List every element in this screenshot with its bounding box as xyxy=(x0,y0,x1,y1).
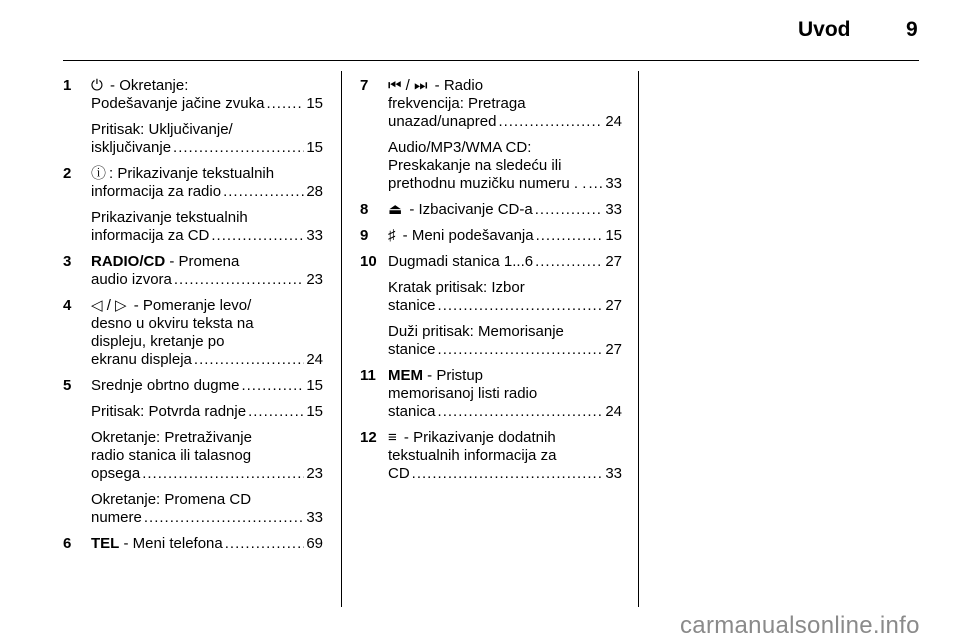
entry-line xyxy=(388,95,622,113)
entry-line xyxy=(388,157,622,175)
line-text xyxy=(91,297,251,314)
leader-dots xyxy=(536,227,604,245)
entry-line xyxy=(91,447,323,465)
entry-body xyxy=(91,165,323,245)
entry-body xyxy=(91,77,323,157)
index-entry xyxy=(63,253,323,289)
line-text xyxy=(388,341,436,359)
leader-dots xyxy=(223,183,304,201)
entry-paragraph xyxy=(91,535,323,553)
entry-line xyxy=(91,509,323,527)
entry-paragraph xyxy=(91,297,323,369)
entry-body xyxy=(388,77,622,193)
line-text xyxy=(388,279,525,296)
index-entry xyxy=(63,77,323,157)
entry-body xyxy=(91,253,323,289)
entry-text: - Pomeranje levo/ xyxy=(129,297,252,314)
middle-column xyxy=(360,77,622,491)
entry-text: - Pristup xyxy=(423,367,484,384)
page-reference: 24 xyxy=(605,113,622,130)
entry-paragraph xyxy=(388,323,622,359)
entry-text: Pritisak: Uključivanje/ xyxy=(91,121,233,138)
leader-dots xyxy=(412,465,604,483)
entry-line xyxy=(388,201,622,219)
entry-text: - Izbacivanje CD-a xyxy=(405,201,533,218)
seek-back-forward-icon: ⏮ / ⏭ xyxy=(388,77,428,94)
line-text xyxy=(91,121,233,138)
entry-text: numere xyxy=(91,509,142,526)
index-entry xyxy=(360,227,622,245)
leader-dots xyxy=(248,403,304,421)
entry-text: displeju, kretanje po xyxy=(91,333,225,350)
entry-line xyxy=(388,323,622,341)
index-entry xyxy=(360,367,622,421)
line-text xyxy=(388,323,564,340)
entry-text: stanica xyxy=(388,403,436,420)
entry-body xyxy=(388,227,622,245)
entry-text: Prikazivanje tekstualnih xyxy=(91,209,248,226)
control-label: RADIO/CD xyxy=(91,253,166,270)
control-label: TEL xyxy=(91,535,120,552)
entry-body xyxy=(91,297,323,369)
entry-line xyxy=(91,429,323,447)
line-text xyxy=(388,95,526,112)
page-reference: 33 xyxy=(306,509,323,526)
entry-text: CD xyxy=(388,465,410,482)
column-divider-right xyxy=(638,71,639,607)
entry-text: informacija za CD xyxy=(91,227,210,244)
entry-paragraph xyxy=(388,279,622,315)
entry-number: 12 xyxy=(360,429,377,446)
entry-paragraph xyxy=(91,209,323,245)
entry-paragraph xyxy=(91,165,323,201)
left-right-arrows-icon: ◁ / ▷ xyxy=(91,297,127,314)
entry-paragraph xyxy=(91,491,323,527)
page-number: 9 xyxy=(906,18,918,41)
entry-line xyxy=(388,227,622,245)
entry-line xyxy=(388,297,622,315)
page-reference: 33 xyxy=(605,465,622,482)
page-reference: 23 xyxy=(306,465,323,482)
line-text xyxy=(91,315,254,332)
line-text xyxy=(388,157,561,174)
entry-text: - Promena xyxy=(165,253,240,270)
entry-paragraph xyxy=(388,429,622,483)
leader-dots xyxy=(241,377,304,395)
header-divider xyxy=(63,60,919,61)
entry-number: 10 xyxy=(360,253,377,270)
line-text xyxy=(91,139,171,157)
entry-line xyxy=(91,139,323,157)
page-reference: 27 xyxy=(605,253,622,270)
leader-dots xyxy=(142,465,304,483)
leader-dots xyxy=(535,201,604,219)
index-entry xyxy=(360,201,622,219)
line-text xyxy=(91,253,239,270)
left-column xyxy=(63,77,323,561)
entry-line xyxy=(388,175,622,193)
index-entry xyxy=(360,253,622,359)
entry-text: - Meni telefona xyxy=(119,535,223,552)
index-entry xyxy=(360,429,622,483)
page-reference: 15 xyxy=(306,95,323,112)
entry-line xyxy=(388,447,622,465)
entry-line xyxy=(91,121,323,139)
leader-dots xyxy=(174,271,304,289)
line-text xyxy=(388,113,496,131)
entry-body xyxy=(91,535,323,553)
entry-text: : Prikazivanje tekstualnih xyxy=(109,165,275,182)
leader-dots xyxy=(266,95,304,113)
entry-text: tekstualnih informacija za xyxy=(388,447,557,464)
line-text xyxy=(91,183,221,201)
entry-text: - Okretanje: xyxy=(105,77,189,94)
line-text xyxy=(91,209,248,226)
entry-paragraph xyxy=(388,201,622,219)
entry-line xyxy=(388,465,622,483)
line-text xyxy=(388,403,436,421)
column-divider-left xyxy=(341,71,342,607)
entry-line xyxy=(91,377,323,395)
power-icon: ⏻ xyxy=(91,77,103,94)
line-text xyxy=(388,77,483,94)
entry-text: Kratak pritisak: Izbor xyxy=(388,279,525,296)
entry-number: 4 xyxy=(63,297,72,314)
entry-line xyxy=(91,535,323,553)
entry-number: 3 xyxy=(63,253,72,270)
entry-text: desno u okviru teksta na xyxy=(91,315,254,332)
entry-text: Srednje obrtno dugme xyxy=(91,377,240,394)
entry-line xyxy=(91,253,323,271)
entry-number: 9 xyxy=(360,227,369,244)
entry-paragraph xyxy=(91,121,323,157)
info-icon: ⓘ xyxy=(91,165,107,182)
entry-line xyxy=(388,367,622,385)
line-text xyxy=(91,165,274,182)
line-text xyxy=(91,77,188,94)
entry-text: Pritisak: Potvrda radnje xyxy=(91,403,247,420)
line-text xyxy=(388,465,410,483)
line-text xyxy=(388,367,483,384)
entry-text: Okretanje: Pretraživanje xyxy=(91,429,252,446)
entry-line xyxy=(91,465,323,483)
entry-body xyxy=(388,201,622,219)
entry-number: 5 xyxy=(63,377,72,394)
page-reference: 24 xyxy=(306,351,323,368)
entry-text: - Radio xyxy=(430,77,484,94)
page-reference: 23 xyxy=(306,271,323,288)
entry-line xyxy=(388,253,622,271)
page-reference: 15 xyxy=(306,403,323,420)
entry-line xyxy=(388,77,622,95)
entry-paragraph xyxy=(91,253,323,289)
entry-line xyxy=(388,139,622,157)
entry-line xyxy=(91,333,323,351)
line-text xyxy=(388,175,586,193)
leader-dots xyxy=(144,509,304,527)
index-entry xyxy=(63,377,323,527)
entry-paragraph xyxy=(388,367,622,421)
page-reference: 28 xyxy=(306,183,323,200)
entry-line xyxy=(388,403,622,421)
entry-paragraph xyxy=(91,77,323,113)
entry-number: 8 xyxy=(360,201,369,218)
entry-text: - Meni podešavanja xyxy=(398,227,534,244)
entry-text: Dugmadi stanica 1...6 xyxy=(388,253,534,270)
line-text xyxy=(388,429,556,446)
line-text xyxy=(91,377,239,395)
line-text xyxy=(388,201,533,219)
line-text xyxy=(91,95,264,113)
line-text xyxy=(91,535,223,553)
leader-dots xyxy=(535,253,603,271)
entry-text: opsega xyxy=(91,465,141,482)
entry-text: Okretanje: Promena CD xyxy=(91,491,252,508)
entry-body xyxy=(388,367,622,421)
entry-paragraph xyxy=(388,253,622,271)
leader-dots xyxy=(438,297,604,315)
entry-line xyxy=(388,429,622,447)
entry-line xyxy=(91,209,323,227)
line-text xyxy=(91,447,251,464)
entry-paragraph xyxy=(91,377,323,395)
page-reference: 69 xyxy=(306,535,323,552)
entry-line xyxy=(388,341,622,359)
leader-dots xyxy=(173,139,304,157)
line-text xyxy=(388,227,534,245)
page-reference: 33 xyxy=(605,175,622,192)
entry-line xyxy=(91,351,323,369)
entry-text: audio izvora xyxy=(91,271,172,288)
entry-text: Duži pritisak: Memorisanje xyxy=(388,323,564,340)
settings-icon: ♯ xyxy=(388,227,396,244)
page-reference: 24 xyxy=(605,403,622,420)
entry-text: stanice xyxy=(388,341,436,358)
index-entry xyxy=(63,165,323,245)
line-text xyxy=(91,509,142,527)
entry-paragraph xyxy=(91,429,323,483)
page-reference: 33 xyxy=(306,227,323,244)
line-text xyxy=(388,447,556,464)
index-entry xyxy=(63,535,323,553)
entry-line xyxy=(91,165,323,183)
line-text xyxy=(388,385,537,402)
line-text xyxy=(91,491,251,508)
entry-line xyxy=(91,491,323,509)
entry-text: - Prikazivanje dodatnih xyxy=(399,429,556,446)
entry-number: 7 xyxy=(360,77,369,94)
entry-text: memorisanoj listi radio xyxy=(388,385,538,402)
line-text xyxy=(91,333,224,350)
line-text xyxy=(91,227,209,245)
entry-text: Audio/MP3/WMA CD: xyxy=(388,139,532,156)
entry-text: unazad/unapred xyxy=(388,113,497,130)
entry-line xyxy=(91,183,323,201)
menu-icon: ≡ xyxy=(388,429,397,446)
entry-text: radio stanica ili talasnog xyxy=(91,447,252,464)
entry-paragraph xyxy=(91,403,323,421)
page-reference: 15 xyxy=(306,139,323,156)
line-text xyxy=(388,253,533,271)
page-reference: 15 xyxy=(605,227,622,244)
entry-text: informacija za radio xyxy=(91,183,222,200)
entry-line xyxy=(91,315,323,333)
page-reference: 27 xyxy=(605,297,622,314)
leader-dots xyxy=(588,175,603,193)
line-text xyxy=(91,403,246,421)
entry-line xyxy=(91,403,323,421)
leader-dots xyxy=(438,403,604,421)
entry-number: 6 xyxy=(63,535,72,552)
entry-line xyxy=(388,113,622,131)
section-title: Uvod xyxy=(798,18,851,41)
entry-paragraph xyxy=(388,139,622,193)
index-entry xyxy=(360,77,622,193)
entry-text: ekranu displeja xyxy=(91,351,192,368)
entry-line xyxy=(388,385,622,403)
entry-body xyxy=(388,253,622,359)
entry-body xyxy=(91,377,323,527)
entry-number: 1 xyxy=(63,77,72,94)
entry-line xyxy=(91,95,323,113)
index-entry xyxy=(63,297,323,369)
entry-line xyxy=(91,271,323,289)
entry-text: Podešavanje jačine zvuka xyxy=(91,95,265,112)
leader-dots xyxy=(438,341,604,359)
entry-paragraph xyxy=(388,77,622,131)
entry-number: 11 xyxy=(360,367,376,384)
entry-line xyxy=(91,77,323,95)
control-label: MEM xyxy=(388,367,423,384)
entry-line xyxy=(91,227,323,245)
entry-number: 2 xyxy=(63,165,72,182)
entry-text: prethodnu muzičku numeru . . xyxy=(388,175,587,192)
watermark: carmanualsonline.info xyxy=(680,612,920,639)
page-reference: 27 xyxy=(605,341,622,358)
page-reference: 15 xyxy=(306,377,323,394)
leader-dots xyxy=(498,113,603,131)
entry-line xyxy=(388,279,622,297)
line-text xyxy=(388,297,436,315)
leader-dots xyxy=(225,535,305,553)
entry-text: stanice xyxy=(388,297,436,314)
entry-text: frekvencija: Pretraga xyxy=(388,95,526,112)
entry-paragraph xyxy=(388,227,622,245)
entry-body xyxy=(388,429,622,483)
entry-text: isključivanje xyxy=(91,139,172,156)
line-text xyxy=(388,139,531,156)
page-reference: 33 xyxy=(605,201,622,218)
line-text xyxy=(91,271,172,289)
line-text xyxy=(91,429,252,446)
page-header xyxy=(0,18,960,48)
entry-line xyxy=(91,297,323,315)
leader-dots xyxy=(194,351,304,369)
eject-icon: ⏏ xyxy=(388,201,403,218)
line-text xyxy=(91,465,140,483)
leader-dots xyxy=(211,227,304,245)
line-text xyxy=(91,351,192,369)
entry-text: Preskakanje na sledeću ili xyxy=(388,157,562,174)
